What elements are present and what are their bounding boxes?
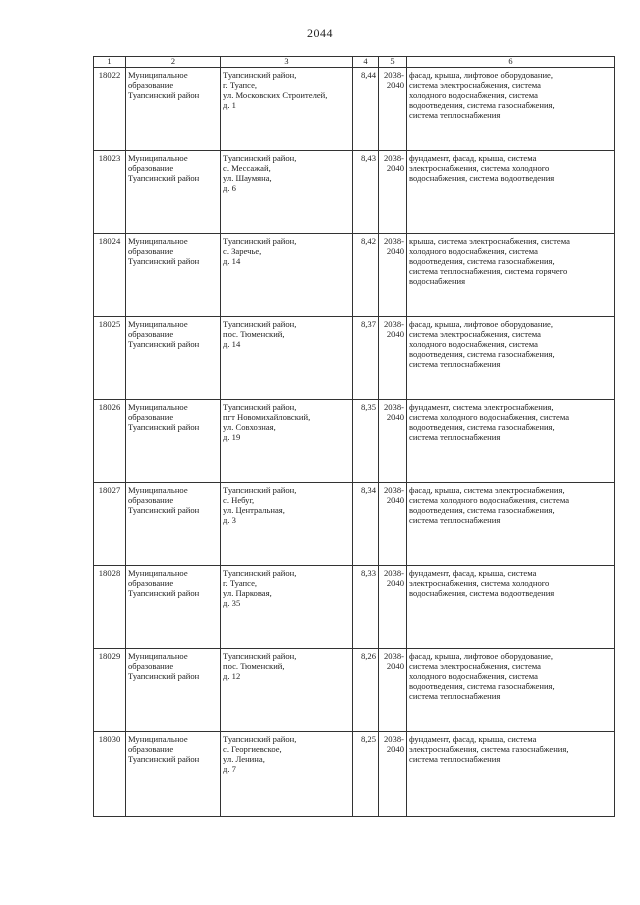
header-row [94, 57, 615, 68]
municipality-line: образование [128, 412, 174, 423]
works-line: система электроснабжения, система [409, 661, 541, 672]
works-line: система теплоснабжения [409, 691, 501, 702]
address-line: д. 12 [223, 671, 241, 682]
works-line: крыша, система электроснабжения, система [409, 235, 570, 246]
address-line: д. 14 [223, 339, 241, 350]
period-line: 2038- [383, 484, 404, 495]
address-line: Туапсинский район, [223, 567, 297, 578]
works-line: фасад, крыша, лифтовое оборудование, [409, 69, 554, 80]
address-line: Туапсинский район, [223, 69, 297, 80]
period-cell [379, 731, 407, 816]
works-line: система теплоснабжения [409, 754, 501, 765]
address-line: д. 7 [223, 764, 236, 775]
address-line: г. Туапсе, [223, 80, 258, 91]
period-cell [379, 150, 407, 233]
municipality-line: Муниципальное [128, 152, 188, 163]
address-cell [221, 67, 353, 150]
score-cell: 8,33 [353, 565, 379, 648]
municipality-line: Туапсинский район [128, 505, 200, 516]
works-line: холодного водоснабжения, система [409, 671, 538, 682]
period-cell [379, 482, 407, 565]
address-line: д. 3 [223, 515, 236, 526]
municipality-cell [126, 150, 221, 233]
address-line: г. Туапсе, [223, 578, 258, 589]
works-line: фундамент, фасад, крыша, система [409, 152, 537, 163]
period-line: 2038- [383, 235, 404, 246]
municipality-line: образование [128, 744, 174, 755]
works-line: система теплоснабжения [409, 110, 501, 121]
registry-table [93, 56, 615, 817]
address-line: Туапсинский район, [223, 484, 297, 495]
municipality-line: образование [128, 246, 174, 257]
address-line: пос. Тюменский, [223, 329, 285, 340]
works-cell [407, 648, 615, 731]
period-line: 2040 [386, 163, 404, 174]
works-cell [407, 67, 615, 150]
municipality-line: Туапсинский район [128, 422, 200, 433]
address-line: ул. Ленина, [223, 754, 265, 765]
municipality-line: образование [128, 578, 174, 589]
row-number: 18023 [94, 150, 126, 233]
address-line: Туапсинский район, [223, 152, 297, 163]
works-line: система теплоснабжения [409, 432, 501, 443]
address-line: д. 6 [223, 183, 236, 194]
works-cell [407, 482, 615, 565]
row-number: 18024 [94, 233, 126, 316]
works-line: холодного водоснабжения, система [409, 246, 538, 257]
works-line: водоснабжения, система водоотведения [409, 588, 555, 599]
address-line: Туапсинский район, [223, 401, 297, 412]
works-line: электроснабжения, система холодного [409, 163, 550, 174]
municipality-line: образование [128, 661, 174, 672]
works-cell [407, 399, 615, 482]
municipality-line: Муниципальное [128, 484, 188, 495]
period-line: 2040 [386, 412, 404, 423]
municipality-line: Муниципальное [128, 567, 188, 578]
municipality-cell [126, 565, 221, 648]
column-header-6: 6 [407, 57, 615, 68]
period-line: 2040 [386, 80, 404, 91]
address-line: с. Георгиевское, [223, 744, 282, 755]
table-row [94, 731, 615, 816]
table-row [94, 67, 615, 150]
municipality-cell [126, 482, 221, 565]
municipality-line: Муниципальное [128, 733, 188, 744]
works-line: электроснабжения, система холодного [409, 578, 550, 589]
address-line: ул. Московских Строителей, [223, 90, 328, 101]
address-line: пос. Тюменский, [223, 661, 285, 672]
score-cell: 8,25 [353, 731, 379, 816]
address-line: ул. Совхозная, [223, 422, 276, 433]
address-line: ул. Центральная, [223, 505, 285, 516]
table-row [94, 648, 615, 731]
period-line: 2040 [386, 246, 404, 257]
period-line: 2040 [386, 744, 404, 755]
score-cell: 8,43 [353, 150, 379, 233]
municipality-line: образование [128, 329, 174, 340]
works-line: система теплоснабжения [409, 515, 501, 526]
works-line: фундамент, фасад, крыша, система [409, 733, 537, 744]
address-cell [221, 731, 353, 816]
period-line: 2038- [383, 69, 404, 80]
period-line: 2038- [383, 318, 404, 329]
period-line: 2038- [383, 733, 404, 744]
score-cell: 8,44 [353, 67, 379, 150]
address-line: д. 1 [223, 100, 236, 111]
address-line: ул. Парковая, [223, 588, 272, 599]
address-line: с. Небуг, [223, 495, 255, 506]
address-line: с. Мессажай, [223, 163, 271, 174]
address-line: д. 19 [223, 432, 241, 443]
period-line: 2040 [386, 578, 404, 589]
period-cell [379, 565, 407, 648]
municipality-cell [126, 731, 221, 816]
municipality-line: образование [128, 495, 174, 506]
works-line: система теплоснабжения [409, 359, 501, 370]
period-line: 2040 [386, 495, 404, 506]
works-line: водоотведения, система газоснабжения, [409, 505, 555, 516]
municipality-line: Муниципальное [128, 650, 188, 661]
works-line: водоснабжения [409, 276, 466, 287]
period-line: 2038- [383, 401, 404, 412]
municipality-line: Муниципальное [128, 401, 188, 412]
address-line: Туапсинский район, [223, 650, 297, 661]
works-line: водоотведения, система газоснабжения, [409, 100, 555, 111]
address-cell [221, 565, 353, 648]
works-line: холодного водоснабжения, система [409, 90, 538, 101]
works-cell [407, 233, 615, 316]
table-row [94, 150, 615, 233]
score-cell: 8,26 [353, 648, 379, 731]
row-number: 18026 [94, 399, 126, 482]
works-cell [407, 150, 615, 233]
municipality-line: Муниципальное [128, 318, 188, 329]
address-line: пгт Новомихайловский, [223, 412, 311, 423]
period-cell [379, 67, 407, 150]
works-line: электроснабжения, система газоснабжения, [409, 744, 569, 755]
works-line: система холодного водоснабжения, система [409, 412, 570, 423]
period-line: 2040 [386, 329, 404, 340]
table-row [94, 565, 615, 648]
municipality-line: Туапсинский район [128, 588, 200, 599]
table-row [94, 399, 615, 482]
municipality-cell [126, 233, 221, 316]
address-cell [221, 150, 353, 233]
row-number: 18027 [94, 482, 126, 565]
municipality-cell [126, 399, 221, 482]
address-line: с. Заречье, [223, 246, 262, 257]
row-number: 18030 [94, 731, 126, 816]
works-cell [407, 565, 615, 648]
works-line: система теплоснабжения, система горячего [409, 266, 568, 277]
row-number: 18029 [94, 648, 126, 731]
municipality-line: Туапсинский район [128, 173, 200, 184]
column-header-2: 2 [126, 57, 221, 68]
address-line: д. 35 [223, 598, 241, 609]
row-number: 18028 [94, 565, 126, 648]
works-cell [407, 731, 615, 816]
works-line: водоотведения, система газоснабжения, [409, 349, 555, 360]
column-header-4: 4 [353, 57, 379, 68]
municipality-line: Туапсинский район [128, 339, 200, 350]
score-cell: 8,34 [353, 482, 379, 565]
address-cell [221, 399, 353, 482]
municipality-cell [126, 316, 221, 399]
works-line: фасад, крыша, лифтовое оборудование, [409, 318, 554, 329]
works-line: фундамент, система электроснабжения, [409, 401, 554, 412]
period-line: 2038- [383, 567, 404, 578]
municipality-line: Муниципальное [128, 69, 188, 80]
table-body [94, 67, 615, 816]
works-line: фасад, крыша, лифтовое оборудование, [409, 650, 554, 661]
score-cell: 8,37 [353, 316, 379, 399]
municipality-line: Туапсинский район [128, 256, 200, 267]
column-header-5: 5 [379, 57, 407, 68]
row-number: 18025 [94, 316, 126, 399]
works-line: водоснабжения, система водоотведения [409, 173, 555, 184]
address-line: ул. Шаумяна, [223, 173, 272, 184]
period-line: 2040 [386, 661, 404, 672]
table-row [94, 233, 615, 316]
table-row [94, 316, 615, 399]
address-cell [221, 233, 353, 316]
works-line: водоотведения, система газоснабжения, [409, 681, 555, 692]
page-number: 2044 [307, 26, 333, 40]
score-cell: 8,35 [353, 399, 379, 482]
score-cell: 8,42 [353, 233, 379, 316]
municipality-line: Туапсинский район [128, 754, 200, 765]
column-header-3: 3 [221, 57, 353, 68]
address-cell [221, 648, 353, 731]
works-line: фундамент, фасад, крыша, система [409, 567, 537, 578]
period-cell [379, 233, 407, 316]
table-row [94, 482, 615, 565]
works-line: система электроснабжения, система [409, 329, 541, 340]
period-cell [379, 399, 407, 482]
address-line: д. 14 [223, 256, 241, 267]
works-cell [407, 316, 615, 399]
period-cell [379, 648, 407, 731]
works-line: холодного водоснабжения, система [409, 339, 538, 350]
municipality-line: образование [128, 80, 174, 91]
works-line: водоотведения, система газоснабжения, [409, 256, 555, 267]
municipality-line: Туапсинский район [128, 90, 200, 101]
municipality-line: Муниципальное [128, 235, 188, 246]
municipality-cell [126, 67, 221, 150]
address-line: Туапсинский район, [223, 733, 297, 744]
address-cell [221, 482, 353, 565]
period-line: 2038- [383, 152, 404, 163]
municipality-cell [126, 648, 221, 731]
works-line: система холодного водоснабжения, система [409, 495, 570, 506]
row-number: 18022 [94, 67, 126, 150]
address-cell [221, 316, 353, 399]
address-line: Туапсинский район, [223, 318, 297, 329]
works-line: система электроснабжения, система [409, 80, 541, 91]
address-line: Туапсинский район, [223, 235, 297, 246]
period-cell [379, 316, 407, 399]
period-line: 2038- [383, 650, 404, 661]
municipality-line: Туапсинский район [128, 671, 200, 682]
works-line: фасад, крыша, система электроснабжения, [409, 484, 565, 495]
column-header-1: 1 [94, 57, 126, 68]
municipality-line: образование [128, 163, 174, 174]
works-line: водоотведения, система газоснабжения, [409, 422, 555, 433]
